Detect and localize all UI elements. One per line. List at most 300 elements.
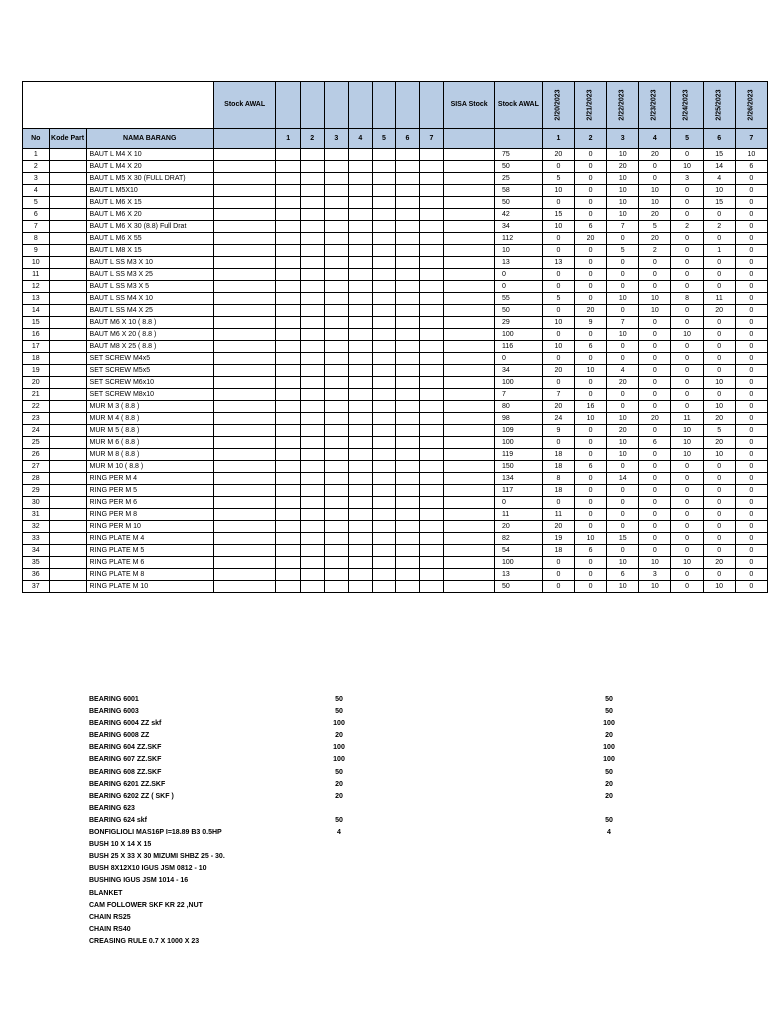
- list-item-value-2: 20: [605, 792, 613, 800]
- daily-out-cell: [419, 413, 444, 425]
- date-value-cell: 11: [671, 413, 703, 425]
- sisa-stock-cell: [444, 233, 495, 245]
- sisa-stock-header: SISA Stock: [444, 82, 495, 129]
- stock-awal-value-cell: 109: [494, 425, 542, 437]
- kode-part-cell: [49, 509, 86, 521]
- daily-out-cell: [419, 545, 444, 557]
- stock-awal-cell: [213, 497, 276, 509]
- list-item: [89, 902, 649, 914]
- sisa-stock-cell: [444, 293, 495, 305]
- daily-out-cell: [419, 161, 444, 173]
- daily-out-cell: [276, 221, 301, 233]
- table-row: [23, 377, 768, 389]
- date-value-cell: 0: [671, 245, 703, 257]
- nama-barang-cell: BAUT L M6 X 55: [86, 233, 213, 245]
- list-item-value-1: 50: [335, 768, 343, 776]
- date-value-cell: 0: [671, 341, 703, 353]
- list-item: [89, 756, 649, 768]
- list-item-value-2: 50: [605, 696, 613, 703]
- date-value-cell: 15: [703, 197, 735, 209]
- sisa-stock-cell: [444, 185, 495, 197]
- daily-out-cell: [300, 269, 324, 281]
- date-value-cell: 0: [574, 209, 606, 221]
- date-value-cell: 0: [542, 353, 574, 365]
- date-value-cell: 7: [607, 317, 639, 329]
- date-value-cell: 0: [671, 209, 703, 221]
- date-value-cell: 0: [542, 557, 574, 569]
- daily-out-cell: [372, 365, 396, 377]
- daily-out-cell: [419, 461, 444, 473]
- daily-out-cell: [349, 353, 373, 365]
- daily-out-cell: [419, 473, 444, 485]
- day-header: 1: [542, 129, 574, 149]
- stock-awal-cell: [213, 305, 276, 317]
- date-value-cell: 10: [671, 449, 703, 461]
- mid-header-cell: [276, 82, 301, 129]
- table-row: [23, 401, 768, 413]
- date-value-cell: 6: [574, 221, 606, 233]
- daily-out-cell: [396, 449, 420, 461]
- daily-out-cell: [349, 557, 373, 569]
- daily-out-cell: [300, 413, 324, 425]
- table-row: [23, 197, 768, 209]
- nama-barang-cell: BAUT M6 X 10 ( 8.8 ): [86, 317, 213, 329]
- date-value-cell: 1: [703, 245, 735, 257]
- daily-out-cell: [419, 221, 444, 233]
- nama-barang-cell: MUR M 10 ( 8.8 ): [86, 461, 213, 473]
- daily-out-cell: [300, 557, 324, 569]
- date-value-cell: 0: [703, 545, 735, 557]
- list-item-value-2: 4: [607, 829, 611, 837]
- date-value-cell: 0: [607, 521, 639, 533]
- daily-out-cell: [372, 509, 396, 521]
- table-row: [23, 581, 768, 593]
- sisa-stock-cell: [444, 497, 495, 509]
- kode-part-cell: [49, 317, 86, 329]
- mid-header-cell: [300, 82, 324, 129]
- daily-out-cell: [372, 233, 396, 245]
- kode-part-cell: [49, 461, 86, 473]
- daily-out-cell: [349, 509, 373, 521]
- stock-awal-cell: [213, 437, 276, 449]
- date-value-cell: 20: [639, 233, 671, 245]
- daily-out-cell: [419, 245, 444, 257]
- daily-out-cell: [419, 557, 444, 569]
- stock-awal-value-cell: 11: [494, 509, 542, 521]
- date-value-cell: 9: [542, 425, 574, 437]
- date-value-cell: 18: [542, 449, 574, 461]
- nama-barang-cell: BAUT L SS M3 X 25: [86, 269, 213, 281]
- kode-part-cell: [49, 365, 86, 377]
- daily-out-cell: [324, 161, 349, 173]
- row-no-cell: 22: [23, 401, 50, 413]
- daily-out-cell: [372, 269, 396, 281]
- date-value-cell: 0: [607, 257, 639, 269]
- daily-out-cell: [276, 173, 301, 185]
- daily-out-cell: [396, 317, 420, 329]
- daily-out-cell: [300, 545, 324, 557]
- stock-awal-cell: [213, 149, 276, 161]
- list-item-value-2: 50: [605, 708, 613, 716]
- date-value-cell: 0: [735, 293, 767, 305]
- daily-out-cell: [276, 497, 301, 509]
- date-value-cell: 0: [703, 329, 735, 341]
- daily-out-cell: [276, 545, 301, 557]
- daily-out-cell: [349, 293, 373, 305]
- date-value-cell: 0: [735, 425, 767, 437]
- date-value-cell: 0: [639, 473, 671, 485]
- stock-awal-value-cell: 55: [494, 293, 542, 305]
- row-no-cell: 10: [23, 257, 50, 269]
- list-item-name: BUSH 8X12X10 IGUS JSM 0812 - 10: [89, 865, 207, 873]
- stock-awal-header: Stock AWAL: [213, 82, 276, 129]
- daily-out-cell: [349, 269, 373, 281]
- daily-out-cell: [372, 461, 396, 473]
- date-value-cell: 10: [542, 317, 574, 329]
- date-value-cell: 0: [735, 305, 767, 317]
- daily-out-cell: [349, 437, 373, 449]
- day-header: 5: [372, 129, 396, 149]
- list-item-name: BEARING 604 ZZ.SKF: [89, 744, 162, 752]
- daily-out-cell: [276, 557, 301, 569]
- kode-part-cell: [49, 533, 86, 545]
- daily-out-cell: [300, 161, 324, 173]
- table-row: [23, 569, 768, 581]
- sisa-stock-cell: [444, 449, 495, 461]
- date-value-cell: 20: [607, 161, 639, 173]
- date-value-cell: 0: [671, 461, 703, 473]
- daily-out-cell: [372, 185, 396, 197]
- table-row: [23, 161, 768, 173]
- date-value-cell: 20: [542, 401, 574, 413]
- sisa-stock-cell: [444, 173, 495, 185]
- date-header: [703, 82, 735, 129]
- kode-part-cell: [49, 389, 86, 401]
- stock-awal-value-cell: 20: [494, 521, 542, 533]
- date-value-cell: 0: [607, 509, 639, 521]
- day-header: 5: [671, 129, 703, 149]
- daily-out-cell: [396, 353, 420, 365]
- daily-out-cell: [372, 485, 396, 497]
- date-value-cell: 0: [735, 317, 767, 329]
- daily-out-cell: [300, 149, 324, 161]
- date-value-cell: 0: [574, 329, 606, 341]
- table-row: [23, 545, 768, 557]
- date-value-cell: 0: [607, 497, 639, 509]
- date-value-cell: 0: [639, 365, 671, 377]
- date-header: [574, 82, 606, 129]
- date-value-cell: 10: [574, 413, 606, 425]
- nama-barang-cell: BAUT M6 X 20 ( 8.8 ): [86, 329, 213, 341]
- stock-awal-cell: [213, 269, 276, 281]
- row-no-cell: 20: [23, 377, 50, 389]
- daily-out-cell: [300, 485, 324, 497]
- daily-out-cell: [349, 569, 373, 581]
- date-value-cell: 0: [703, 461, 735, 473]
- daily-out-cell: [372, 473, 396, 485]
- date-value-cell: 20: [639, 209, 671, 221]
- table-row: [23, 185, 768, 197]
- daily-out-cell: [276, 401, 301, 413]
- date-value-cell: 0: [703, 497, 735, 509]
- date-value-cell: 0: [607, 485, 639, 497]
- sisa-stock-cell: [444, 509, 495, 521]
- date-value-cell: 10: [703, 581, 735, 593]
- daily-out-cell: [324, 305, 349, 317]
- stock-awal-cell: [213, 233, 276, 245]
- stock-awal-cell: [213, 413, 276, 425]
- date-value-cell: 20: [639, 413, 671, 425]
- stock-awal-cell: [213, 185, 276, 197]
- list-item: [89, 914, 649, 926]
- daily-out-cell: [276, 281, 301, 293]
- date-value-cell: 0: [574, 449, 606, 461]
- date-value-cell: 0: [542, 437, 574, 449]
- list-item-name: BLANKET: [89, 889, 123, 897]
- date-value-cell: 0: [671, 545, 703, 557]
- date-value-cell: 6: [574, 341, 606, 353]
- date-value-cell: 0: [671, 269, 703, 281]
- daily-out-cell: [324, 581, 349, 593]
- stock-awal-value-cell: 116: [494, 341, 542, 353]
- date-value-cell: 0: [639, 281, 671, 293]
- daily-out-cell: [324, 221, 349, 233]
- kode-part-cell: [49, 341, 86, 353]
- daily-out-cell: [300, 521, 324, 533]
- row-no-cell: 21: [23, 389, 50, 401]
- daily-out-cell: [396, 245, 420, 257]
- date-value-cell: 0: [542, 497, 574, 509]
- date-value-cell: 10: [574, 533, 606, 545]
- date-header: [671, 82, 703, 129]
- date-value-cell: 0: [574, 557, 606, 569]
- day-header: 7: [735, 129, 767, 149]
- date-value-cell: 0: [735, 473, 767, 485]
- sisa-stock-cell: [444, 437, 495, 449]
- stock-awal-cell: [213, 209, 276, 221]
- daily-out-cell: [349, 329, 373, 341]
- daily-out-cell: [396, 329, 420, 341]
- daily-out-cell: [300, 497, 324, 509]
- date-value-cell: 0: [542, 281, 574, 293]
- header-blank-cell: [23, 82, 214, 129]
- daily-out-cell: [419, 209, 444, 221]
- date-value-cell: 0: [542, 581, 574, 593]
- date-value-cell: 3: [639, 569, 671, 581]
- daily-out-cell: [300, 257, 324, 269]
- date-value-cell: 20: [703, 413, 735, 425]
- list-item-value-1: 100: [333, 744, 345, 752]
- daily-out-cell: [349, 389, 373, 401]
- date-value-cell: 0: [607, 233, 639, 245]
- nama-barang-cell: RING PLATE M 6: [86, 557, 213, 569]
- daily-out-cell: [396, 557, 420, 569]
- sisa-stock-cell: [444, 245, 495, 257]
- date-value-cell: 20: [574, 233, 606, 245]
- table-row: [23, 221, 768, 233]
- stock-awal-cell: [213, 293, 276, 305]
- row-no-cell: 35: [23, 557, 50, 569]
- nama-barang-cell: RING PER M 4: [86, 473, 213, 485]
- sisa-stock-cell: [444, 353, 495, 365]
- stock-awal-value-cell: 119: [494, 449, 542, 461]
- daily-out-cell: [300, 197, 324, 209]
- list-item-value-1: 50: [335, 816, 343, 824]
- list-item-name: BEARING 6201 ZZ.SKF: [89, 780, 166, 788]
- date-value-cell: 0: [574, 425, 606, 437]
- kode-part-cell: [49, 329, 86, 341]
- date-value-cell: 0: [703, 353, 735, 365]
- date-value-cell: 0: [574, 389, 606, 401]
- date-value-cell: 0: [607, 545, 639, 557]
- daily-out-cell: [396, 305, 420, 317]
- date-value-cell: 20: [607, 377, 639, 389]
- nama-barang-cell: RING PLATE M 4: [86, 533, 213, 545]
- daily-out-cell: [276, 317, 301, 329]
- list-item: [89, 696, 649, 708]
- date-value-cell: 0: [639, 401, 671, 413]
- nama-barang-cell: RING PLATE M 8: [86, 569, 213, 581]
- stock-awal-cell: [213, 509, 276, 521]
- daily-out-cell: [396, 521, 420, 533]
- date-value-cell: 10: [703, 449, 735, 461]
- date-value-cell: 0: [639, 389, 671, 401]
- kode-part-cell: [49, 413, 86, 425]
- daily-out-cell: [324, 173, 349, 185]
- daily-out-cell: [324, 245, 349, 257]
- daily-out-cell: [324, 269, 349, 281]
- kode-part-cell: [49, 425, 86, 437]
- daily-out-cell: [276, 353, 301, 365]
- date-value-cell: 0: [639, 341, 671, 353]
- daily-out-cell: [372, 305, 396, 317]
- list-item: [89, 926, 649, 938]
- daily-out-cell: [396, 173, 420, 185]
- list-item: [89, 720, 649, 732]
- list-item-value-1: 20: [335, 780, 343, 788]
- daily-out-cell: [396, 473, 420, 485]
- sisa-stock-cell: [444, 221, 495, 233]
- daily-out-cell: [396, 365, 420, 377]
- date-value-cell: 6: [735, 161, 767, 173]
- stock-awal-value-cell: 25: [494, 173, 542, 185]
- stock-table: [22, 81, 768, 593]
- stock-awal-cell: [213, 365, 276, 377]
- daily-out-cell: [276, 509, 301, 521]
- date-value-cell: 0: [574, 509, 606, 521]
- stock-awal-value-cell: 82: [494, 533, 542, 545]
- list-item-value-2: 50: [605, 816, 613, 824]
- daily-out-cell: [396, 221, 420, 233]
- date-value-cell: 10: [607, 437, 639, 449]
- date-value-cell: 0: [671, 581, 703, 593]
- daily-out-cell: [324, 293, 349, 305]
- daily-out-cell: [324, 473, 349, 485]
- daily-out-cell: [349, 449, 373, 461]
- date-value-cell: 0: [574, 185, 606, 197]
- day-header: 6: [703, 129, 735, 149]
- sisa-stock-cell: [444, 389, 495, 401]
- date-header: [607, 82, 639, 129]
- date-value-cell: 0: [542, 269, 574, 281]
- daily-out-cell: [396, 185, 420, 197]
- daily-out-cell: [276, 197, 301, 209]
- daily-out-cell: [324, 557, 349, 569]
- date-value-cell: 0: [639, 161, 671, 173]
- kode-part-cell: [49, 497, 86, 509]
- daily-out-cell: [372, 413, 396, 425]
- nama-barang-cell: SET SCREW M4x5: [86, 353, 213, 365]
- date-value-cell: 7: [542, 389, 574, 401]
- daily-out-cell: [276, 473, 301, 485]
- date-value-cell: 20: [703, 557, 735, 569]
- daily-out-cell: [300, 209, 324, 221]
- stock-awal-value-cell: 29: [494, 317, 542, 329]
- date-label: 2/25/2023: [715, 89, 723, 121]
- date-label: 2/23/2023: [650, 89, 658, 121]
- table-row: [23, 173, 768, 185]
- date-value-cell: 0: [735, 197, 767, 209]
- date-value-cell: 0: [639, 173, 671, 185]
- daily-out-cell: [396, 401, 420, 413]
- stock-awal-cell: [213, 161, 276, 173]
- date-value-cell: 0: [639, 497, 671, 509]
- daily-out-cell: [276, 161, 301, 173]
- table-row: [23, 353, 768, 365]
- kode-part-cell: [49, 521, 86, 533]
- row-no-cell: 33: [23, 533, 50, 545]
- daily-out-cell: [300, 365, 324, 377]
- date-value-cell: 0: [735, 497, 767, 509]
- date-value-cell: 5: [542, 293, 574, 305]
- extra-items-list: [89, 696, 649, 950]
- daily-out-cell: [419, 437, 444, 449]
- sisa-stock-cell: [444, 197, 495, 209]
- daily-out-cell: [324, 341, 349, 353]
- kode-part-cell: [49, 581, 86, 593]
- daily-out-cell: [372, 197, 396, 209]
- daily-out-cell: [324, 257, 349, 269]
- date-value-cell: 0: [735, 557, 767, 569]
- daily-out-cell: [372, 521, 396, 533]
- daily-out-cell: [372, 557, 396, 569]
- date-value-cell: 0: [703, 569, 735, 581]
- daily-out-cell: [276, 185, 301, 197]
- list-item: [89, 853, 649, 865]
- date-value-cell: 0: [671, 485, 703, 497]
- kode-part-cell: [49, 173, 86, 185]
- daily-out-cell: [276, 209, 301, 221]
- date-value-cell: 0: [671, 197, 703, 209]
- row-no-cell: 2: [23, 161, 50, 173]
- kode-part-cell: [49, 233, 86, 245]
- daily-out-cell: [324, 425, 349, 437]
- date-value-cell: 10: [607, 581, 639, 593]
- daily-out-cell: [324, 569, 349, 581]
- kode-part-cell: [49, 473, 86, 485]
- daily-out-cell: [349, 173, 373, 185]
- date-value-cell: 10: [607, 557, 639, 569]
- daily-out-cell: [419, 521, 444, 533]
- sisa-stock-cell: [444, 161, 495, 173]
- date-value-cell: 15: [703, 149, 735, 161]
- kode-part-cell: [49, 377, 86, 389]
- daily-out-cell: [396, 545, 420, 557]
- daily-out-cell: [419, 509, 444, 521]
- daily-out-cell: [419, 329, 444, 341]
- daily-out-cell: [349, 149, 373, 161]
- daily-out-cell: [276, 521, 301, 533]
